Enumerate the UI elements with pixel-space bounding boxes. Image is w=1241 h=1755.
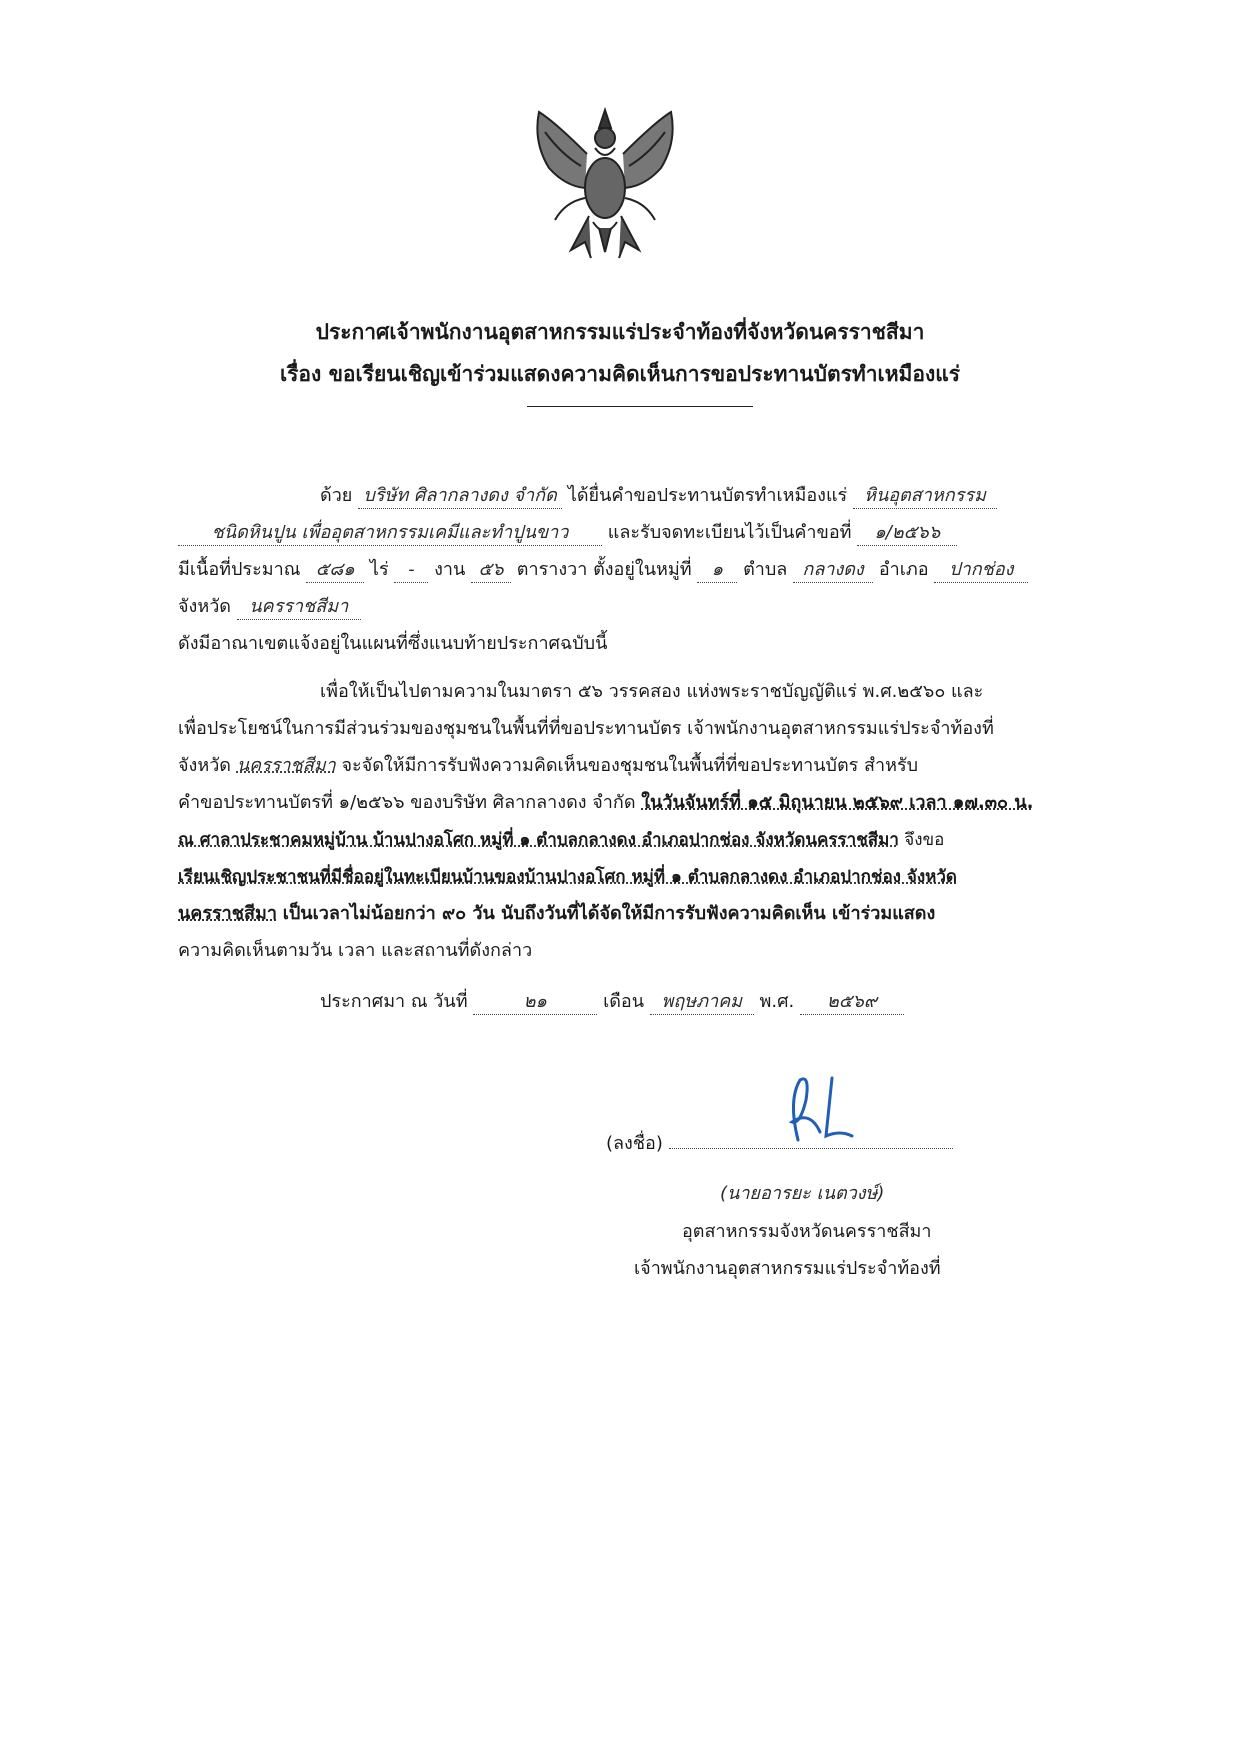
mineral-field: หินอุตสาหกรรม	[853, 484, 997, 509]
province-text: นครราชสีมา	[236, 755, 336, 776]
text: คำขอประทานบัตรที่ ๑/๒๕๖๖ ของบริษัท ศิลากลางดง จำกัด	[178, 792, 636, 813]
text: มีเนื้อที่ประมาณ	[178, 559, 301, 580]
para2-line6	[178, 865, 957, 889]
request-number-field: ๑/๒๕๖๖	[857, 521, 957, 546]
announce-date-line	[320, 990, 904, 1015]
text: ไร่	[369, 559, 389, 580]
para1-line2	[178, 521, 957, 546]
hearing-venue-text: ณ ศาลาประชาคมหมู่บ้าน บ้านปางอโศก หมู่ที่ ๑ ตำบลกลางดง อำเภอปากช่อง จังหวัดนครราชสีมา	[178, 830, 899, 850]
area-rai-field: ๕๘๑	[306, 558, 364, 583]
text: จังหวัด	[178, 596, 231, 617]
text: งาน	[434, 559, 466, 580]
province-field: นครราชสีมา	[237, 595, 361, 620]
para2-line5	[178, 828, 944, 852]
text: ตารางวา ตั้งอยู่ในหมู่ที่	[516, 559, 692, 580]
para1-line3	[178, 558, 1028, 583]
para1-line5: ดังมีอาณาเขตแจ้งอยู่ในแผนที่ซึ่งแนบท้ายประกาศฉบับนี้	[178, 633, 608, 654]
year-field: ๒๕๖๙	[800, 990, 904, 1015]
company-field: บริษัท ศิลากลางดง จำกัด	[358, 484, 562, 509]
area-wa-field: ๕๖	[471, 558, 511, 583]
text: ได้ยื่นคำขอประทานบัตรทำเหมืองแร่	[567, 485, 848, 506]
tambon-field: กลางดง	[793, 558, 873, 583]
notice-title: ประกาศเจ้าพนักงานอุตสาหกรรมแร่ประจำท้องที่จังหวัดนครราชสีมา	[315, 320, 925, 344]
text: และรับจดทะเบียนไว้เป็นคำขอที่	[607, 522, 852, 543]
text: จะจัดให้มีการรับฟังความคิดเห็นของชุมชนในพื้นที่ที่ขอประทานบัตร สำหรับ	[341, 755, 919, 776]
hearing-date-text: ในวันจันทร์ที่ ๑๕ มิถุนายน ๒๕๖๙ เวลา ๑๗.๓๐ น.	[641, 792, 1034, 813]
text: จึงขอ	[904, 830, 945, 850]
text: ด้วย	[320, 485, 353, 506]
text: อำเภอ	[878, 559, 929, 580]
para2-line1: เพื่อให้เป็นไปตามความในมาตรา ๕๖ วรรคสอง แห่งพระราชบัญญัติแร่ พ.ศ.๒๕๖๐ และ	[320, 681, 984, 702]
moo-field: ๑	[697, 558, 737, 583]
month-field: พฤษภาคม	[650, 990, 754, 1015]
para1-line1	[320, 484, 997, 509]
signature-line	[606, 1132, 953, 1156]
signer-position-1: อุตสาหกรรมจังหวัดนครราชสีมา	[682, 1221, 932, 1242]
garuda-emblem-icon	[525, 102, 685, 262]
para2-line4	[178, 791, 1033, 815]
province-text: นครราชสีมา	[178, 903, 277, 924]
text: เป็นเวลาไม่น้อยกว่า ๙๐ วัน นับถึงวันที่ได้จัดให้มีการรับฟังความคิดเห็น เข้าร่วมแสดง	[282, 903, 936, 924]
area-ngan-field: -	[394, 558, 428, 583]
signer-position-2: เจ้าพนักงานอุตสาหกรรมแร่ประจำท้องที่	[634, 1258, 941, 1279]
para2-line2: เพื่อประโยชน์ในการมีส่วนร่วมของชุมชนในพื้นที่ที่ขอประทานบัตร เจ้าพนักงานอุตสาหกรรมแร่ประจำท้องที่	[178, 718, 994, 739]
para1-line4	[178, 595, 361, 620]
text: ตำบล	[743, 559, 788, 580]
text: จังหวัด	[178, 755, 231, 776]
notice-subject: เรื่อง ขอเรียนเชิญเข้าร่วมแสดงความคิดเห็นการขอประทานบัตรทำเหมืองแร่	[279, 362, 961, 386]
text: พ.ศ.	[759, 991, 795, 1012]
title-divider	[527, 406, 753, 407]
day-field: ๒๑	[473, 990, 597, 1015]
sign-label: (ลงชื่อ)	[606, 1133, 663, 1154]
para2-line7	[178, 902, 935, 926]
signer-name: (นายอารยะ เนตวงษ์)	[720, 1183, 885, 1204]
invited-residents-text: เรียนเชิญประชาชนที่มีชื่ออยู่ในทะเบียนบ้านของบ้านปางอโศก หมู่ที่ ๑ ตำบลกลางดง อำเภอปากช่อง จังหวัด	[178, 867, 957, 887]
para2-line8: ความคิดเห็นตามวัน เวลา และสถานที่ดังกล่าว	[178, 940, 533, 961]
signature-field	[669, 1148, 953, 1149]
mineral-type-field: ชนิดหินปูน เพื่ออุตสาหกรรมเคมีและทำปูนขาว	[178, 521, 602, 546]
para2-line3	[178, 754, 918, 778]
amphoe-field: ปากช่อง	[934, 558, 1028, 583]
text: ประกาศมา ณ วันที่	[320, 991, 468, 1012]
text: เดือน	[603, 991, 645, 1012]
